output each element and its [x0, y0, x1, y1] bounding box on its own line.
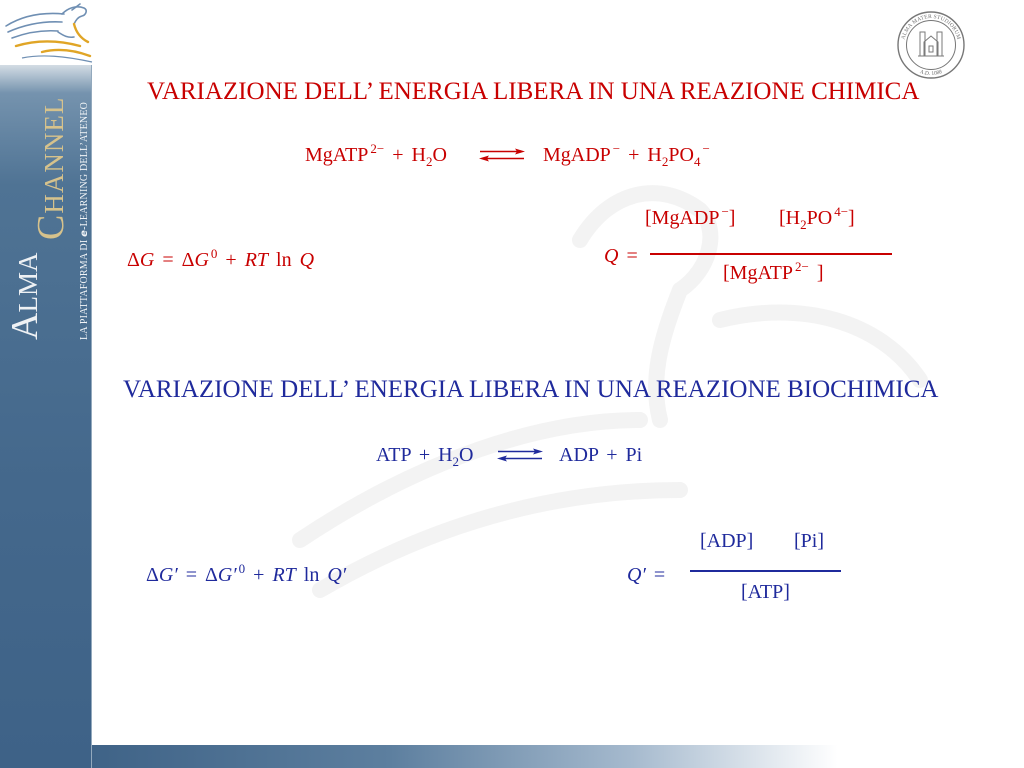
formula-variable: G′: [217, 564, 237, 586]
formula-text: MgADP: [543, 144, 611, 166]
formula-text: =: [618, 245, 638, 267]
tagline-e: e: [79, 229, 90, 237]
formula-text: [H: [779, 207, 801, 229]
chemical-numerator-term-2: [779, 204, 855, 232]
formula-text: = Δ: [177, 564, 218, 586]
formula-text: [MgADP: [645, 207, 720, 229]
formula-text: ADP + Pi: [559, 444, 643, 466]
tagline-end: -LEARNING DELL’ATENEO: [79, 101, 90, 230]
formula-text: O: [459, 444, 474, 466]
biochemical-free-energy-equation: [146, 561, 347, 587]
formula-subscript: 2: [452, 454, 460, 469]
tagline-start: LA PIATTAFORMA DI: [79, 236, 90, 340]
formula-variable: RT: [244, 249, 269, 271]
formula-text: +: [217, 249, 245, 271]
formula-text: MgATP: [305, 144, 369, 166]
biochemical-fraction-line: [690, 570, 841, 572]
formula-text: O: [432, 144, 447, 166]
formula-variable: G′: [158, 564, 178, 586]
chemical-numerator-term-1: [645, 204, 736, 230]
formula-superscript: −: [612, 141, 621, 156]
formula-variable: Q: [299, 249, 315, 271]
formula-superscript: 0: [210, 246, 218, 261]
formula-subscript: 4: [693, 154, 701, 169]
formula-text: ]: [808, 262, 824, 284]
chemical-heading: VARIAZIONE DELL’ ENERGIA LIBERA IN UNA REAZIONE CHIMICA: [147, 78, 920, 105]
formula-text: Δ: [146, 564, 159, 586]
biochemical-numerator-term-1: [700, 531, 753, 551]
chemical-quotient-label: [604, 246, 638, 266]
biochemical-denominator: [741, 582, 790, 602]
biochemical-numerator-term-2: [794, 531, 824, 551]
chemical-free-energy-equation: [127, 246, 315, 272]
bottom-band: [92, 745, 1024, 768]
formula-text: ]: [848, 207, 855, 229]
formula-text: Δ: [127, 249, 140, 271]
formula-variable: Q: [604, 245, 619, 267]
chemical-reactants: [305, 141, 447, 169]
university-seal-icon: [896, 10, 966, 80]
chemical-denominator: [723, 259, 824, 285]
formula-text: +: [245, 564, 273, 586]
biochemical-reactants: [376, 445, 474, 467]
biochemical-quotient-label: [627, 565, 665, 585]
sidebar: [0, 65, 92, 768]
brand-channel: CHANNEL: [30, 96, 72, 240]
formula-superscript: −: [721, 204, 729, 219]
formula-variable: Q′: [327, 564, 347, 586]
formula-text: [ATP]: [741, 581, 790, 603]
formula-variable: G: [194, 249, 209, 271]
seal-ring-text: ALMA MATER STUDIORUM: [900, 13, 962, 41]
formula-variable: RT: [272, 564, 296, 586]
brand-alma: ALMA: [4, 252, 46, 340]
formula-text: + H: [620, 144, 662, 166]
chemical-fraction-line: [650, 253, 892, 255]
formula-text: ln: [295, 564, 328, 586]
formula-text: = Δ: [154, 249, 195, 271]
formula-subscript: 2: [661, 154, 669, 169]
formula-text: ]: [728, 207, 736, 229]
equilibrium-arrow-icon: [496, 448, 544, 462]
watermark-horse-icon: [280, 120, 940, 620]
formula-superscript: 2−: [795, 259, 809, 274]
brand-tagline: [80, 102, 90, 340]
formula-text: PO: [806, 207, 833, 229]
formula-superscript: 2−: [370, 141, 385, 156]
formula-text: ln: [268, 249, 300, 271]
seal-date-text: A.D. 1088: [919, 69, 944, 78]
biochemical-heading: VARIAZIONE DELL’ ENERGIA LIBERA IN UNA REAZIONE BIOCHIMICA: [123, 376, 939, 403]
formula-text: ATP + H: [376, 444, 453, 466]
formula-text: PO: [668, 144, 694, 166]
formula-variable: Q′: [627, 564, 646, 586]
formula-text: =: [645, 564, 666, 586]
formula-subscript: 2: [425, 154, 433, 169]
formula-superscript: 4−: [834, 204, 849, 219]
formula-superscript: −: [702, 141, 710, 156]
sidebar-brand: [0, 90, 92, 345]
formula-variable: G: [139, 249, 155, 271]
winged-horse-icon: [2, 2, 94, 64]
formula-text: [ADP]: [700, 530, 754, 552]
formula-superscript: 0: [238, 561, 246, 576]
biochemical-products: [559, 445, 642, 465]
chemical-products: [543, 141, 710, 169]
formula-text: [MgATP: [723, 262, 794, 284]
formula-text: + H: [384, 144, 426, 166]
formula-subscript: 2: [800, 217, 807, 232]
equilibrium-arrow-icon: [478, 148, 526, 162]
formula-text: [Pi]: [794, 530, 824, 552]
